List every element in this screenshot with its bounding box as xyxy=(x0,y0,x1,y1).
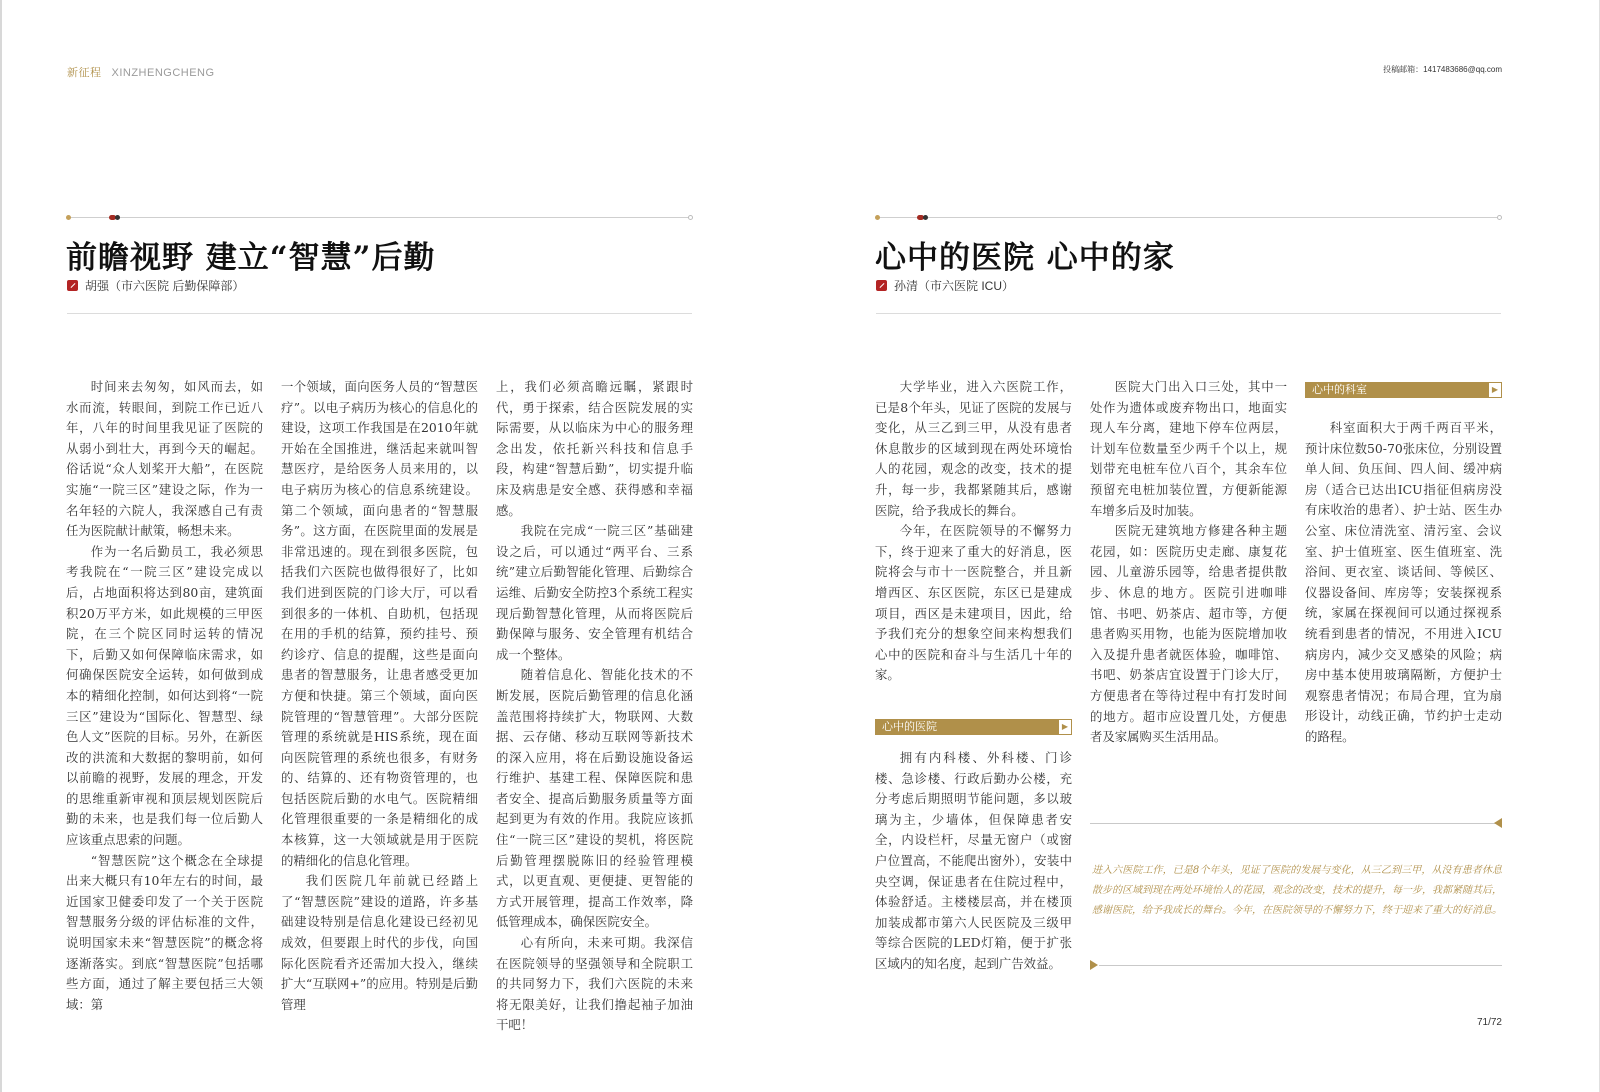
paragraph: 大学毕业，进入六医院工作，已是8个年头，见证了医院的发展与变化，从三乙到三甲，从没有患者休息散步的区域到现在两处环境怡人的花园，观念的改变，技术的提升，每一步，我都紧随其后，感谢医院，给予我成长的舞台。 xyxy=(875,379,1072,518)
left-top-rule xyxy=(67,217,692,218)
section-tag-label: 心中的科室 xyxy=(1312,384,1367,396)
right-top-rule xyxy=(876,217,1501,218)
right-author: 孙清（市六医院 ICU） xyxy=(894,279,1015,293)
pen-icon xyxy=(67,280,78,291)
triangle-left-icon xyxy=(1494,818,1502,828)
pen-icon xyxy=(876,280,887,291)
right-column-1b xyxy=(875,748,1072,975)
right-column-3 xyxy=(1305,418,1502,748)
section-tag-department xyxy=(1305,382,1502,398)
left-author: 胡强（市六医院 后勤保障部） xyxy=(85,279,245,293)
right-column-2 xyxy=(1090,377,1287,748)
paragraph: 科室面积大于两千两百平米，预计床位数50-70张床位，分别设置单人间、负压间、四人间、缓冲病房（适合已达出ICU指征但病房没有床收治的患者）、护士站、医生办公室、床位清洗室、清污室、会议室、护士值班室、医生值班室、洗浴间、更衣室、谈话间、等候区、仪器设备间、库房等；安装探视系统，家属在探视间可以通过探视系统看到患者的情况，不用进入ICU病房内，减少交叉感染的风险；病房中基本使用玻璃隔断，方便护士观察患者情况；布局合理，宜为扇形设计，动线正确，节约护士走动的路程。 xyxy=(1305,420,1502,744)
paragraph: 我院在完成“一院三区”基础建设之后，可以通过“两平台、三系统”建立后勤智能化管理、后勤综合运维、后勤安全防控3个系统工程实现后勤智慧化管理，从而将医院后勤保障与服务、安全管理有机结合成一个整体。 xyxy=(496,523,693,662)
triangle-right-icon xyxy=(1090,960,1098,970)
paragraph: 今年，在医院领导的不懈努力下，终于迎来了重大的好消息，医院将会与市十一医院整合，并且新增西区、东区医院，东区已是建成项目，西区是未建项目，因此，给予我们充分的想象空间来构想我们心中的医院和奋斗与生活几十年的家。 xyxy=(875,523,1072,683)
page-number: 71/72 xyxy=(1476,1017,1502,1028)
brand-chinese: 新征程 xyxy=(67,67,102,79)
paragraph: 上，我们必须高瞻远瞩，紧跟时代，勇于探索，结合医院发展的实际需要，从以临床为中心的服务理念出发，依托新兴科技和信息手段，构建“智慧后勤”，切实提升临床及病患是安全感、获得感和幸福感。 xyxy=(496,379,693,518)
right-byline-rule xyxy=(876,313,1501,314)
submission-email: 投稿邮箱：1417483686@qq.com xyxy=(1383,65,1502,74)
left-column-2 xyxy=(281,377,478,1015)
arrow-right-icon: ▶ xyxy=(1489,383,1501,397)
paragraph: 拥有内科楼、外科楼、门诊楼、急诊楼、行政后勤办公楼，充分考虑后期照明节能问题，多以玻璃为主，少墙体，但保障患者安全，内设栏杆，尽量无窗户（或窗户位置高，不能爬出窗外），安装中央空调，保证患者在住院过程中，体验舒适。主楼楼层高，并在楼顶加装成都市第六人民医院及三级甲等综合医院的LED灯箱，便于扩张区域内的知名度，起到广告效益。 xyxy=(875,750,1072,971)
rule-dot-gold xyxy=(66,215,71,220)
paragraph: 时间来去匆匆，如风而去，如水而流，转眼间，到院工作已近八年，八年的时间里我见证了医院的从弱小到壮大，再到今天的崛起。俗话说“众人划桨开大船”，在医院实施“一院三区”建设之际，作为一名年轻的六院人，我深感自己有责任为医院献计献策，畅想未来。 xyxy=(66,379,263,539)
magazine-brand xyxy=(67,64,215,80)
rule-dot-gold xyxy=(875,215,880,220)
section-tag-label: 心中的医院 xyxy=(882,721,937,733)
paragraph: 随着信息化、智能化技术的不断发展，医院后勤管理的信息化涵盖范围将持续扩大，物联网、大数据、云存储、移动互联网等新技术的深入应用，将在后勤设施设备运行维护、基建工程、保障医院和患者安全、提高后勤服务质量等方面起到更为有效的作用。我院应该抓住“一院三区”建设的契机，将医院后勤管理摆脱陈旧的经验管理模式，以更直观、更便捷、更智能的方式开展管理，提高工作效率，降低管理成本，确保医院安全。 xyxy=(496,667,693,930)
page-spine xyxy=(0,0,2,1092)
paragraph: 心有所向，未来可期。我深信在医院领导的坚强领导和全院职工的共同努力下，我们六医院的未来将无限美好，让我们撸起袖子加油干吧！ xyxy=(496,935,693,1033)
paragraph: 我们医院几年前就已经踏上了“智慧医院”建设的道路，许多基础建设特别是信息化建设已经初见成效，但要跟上时代的步伐，向国际化医院看齐还需加大投入，继续扩大“互联网+”的应用。特别是后勤管理 xyxy=(281,873,478,1012)
paragraph: “智慧医院”这个概念在全球提出来大概只有10年左右的时间，最近国家卫健委印发了一个关于医院智慧服务分级的评估标准的文件，说明国家未来“智慧医院”的概念将逐渐落实。到底“智慧医院”包括哪些方面，通过了解主要包括三大领域：第 xyxy=(66,852,263,1012)
left-column-1 xyxy=(66,377,263,1015)
right-column-1 xyxy=(875,377,1072,686)
rule-dot-dark xyxy=(923,215,928,220)
rule-dot-dark xyxy=(115,215,120,220)
left-byline-rule xyxy=(67,313,692,314)
quote-bottom-rule xyxy=(1099,965,1502,966)
paragraph: 作为一名后勤员工，我必须思考我院在“一院三区”建设完成以后，占地面积将达到80亩，建筑面积20万平方米，如此规模的三甲医院，在三个院区同时运转的情况下，后勤又如何保障临床需求，如何确保医院安全运转，如何做到成本的精细化控制，如何达到将“一院三区”建设为“国际化、智慧型、绿色人文”医院的目标。另外，在新医改的洪流和大数据的黎明前，如何以前瞻的视野，发展的理念，开发的思维重新审视和顶层规划医院后勤的未来，也是我们每一位后勤人应该重点思索的问题。 xyxy=(66,543,263,848)
paragraph: 医院大门出入口三处，其中一处作为遗体或废弃物出口，地面实现人车分离，建地下停车位两层，计划车位数量至少两千个以上，规划带充电桩车位八百个，其余车位预留充电桩加装位置，方便新能源车增多后及时加装。 xyxy=(1090,379,1287,518)
right-article-byline xyxy=(876,277,1014,294)
rule-dot-end xyxy=(688,215,693,220)
brand-english: XINZHENGCHENG xyxy=(111,67,215,79)
paragraph: 一个领域，面向医务人员的“智慧医疗”。以电子病历为核心的信息化的建设，这项工作我国是在2010年就开始在全国推进，继活起来就叫智慧医疗，是给医务人员来用的，以电子病历为核心的信息系统建设。第二个领域，面向患者的“智慧服务”。这方面，在医院里面的发展是非常迅速的。现在到很多医院，包括我们六医院也做得很好了，比如我们进到医院的门诊大厅，可以看到很多的一体机、自助机，包括现在用的手机的结算，预约挂号、预约诊疗、信息的提醒，这些是面向患者的智慧服务，让患者感受更加方便和快捷。第三个领域，面向医院管理的“智慧管理”。大部分医院管理的系统就是HIS系统，现在面向医院管理的系统也很多，有财务的、结算的、还有物资管理的，也包括医院后勤的水电气。医院精细化管理很重要的一条是精细化的成本核算，这一大领域就是用于医院的精细化的信息化管理。 xyxy=(281,379,478,868)
arrow-right-icon: ▶ xyxy=(1059,720,1071,734)
right-article-title: 心中的医院 心中的家 xyxy=(875,240,1175,276)
pull-quote: 进入六医院工作，已是8个年头，见证了医院的发展与变化，从三乙到三甲，从没有患者休息散步的区域到现在两处环境怡人的花园，观念的改变，技术的提升，每一步，我都紧随其后，感谢医院，给予我成长的舞台。今年，在医院领导的不懈努力下，终于迎来了重大的好消息。 xyxy=(1092,865,1502,916)
left-article-byline xyxy=(67,277,244,294)
rule-dot-end xyxy=(1497,215,1502,220)
section-tag-hospital xyxy=(875,719,1072,735)
quote-top-rule xyxy=(1090,823,1496,824)
left-article-title: 前瞻视野 建立“智慧”后勤 xyxy=(66,240,436,276)
left-column-3 xyxy=(496,377,693,1036)
paragraph: 医院无建筑地方修建各种主题花园，如：医院历史走廊、康复花园、儿童游乐园等，给患者提供散步、休息的地方。医院引进咖啡馆、书吧、奶茶店、超市等，方便患者购买用物，也能为医院增加收入及提升患者就医体验，咖啡馆、书吧、奶茶店宜设置于门诊大厅，方便患者在等待过程中有打发时间的地方。超市应设置几处，方便患者及家属购买生活用品。 xyxy=(1090,523,1287,745)
